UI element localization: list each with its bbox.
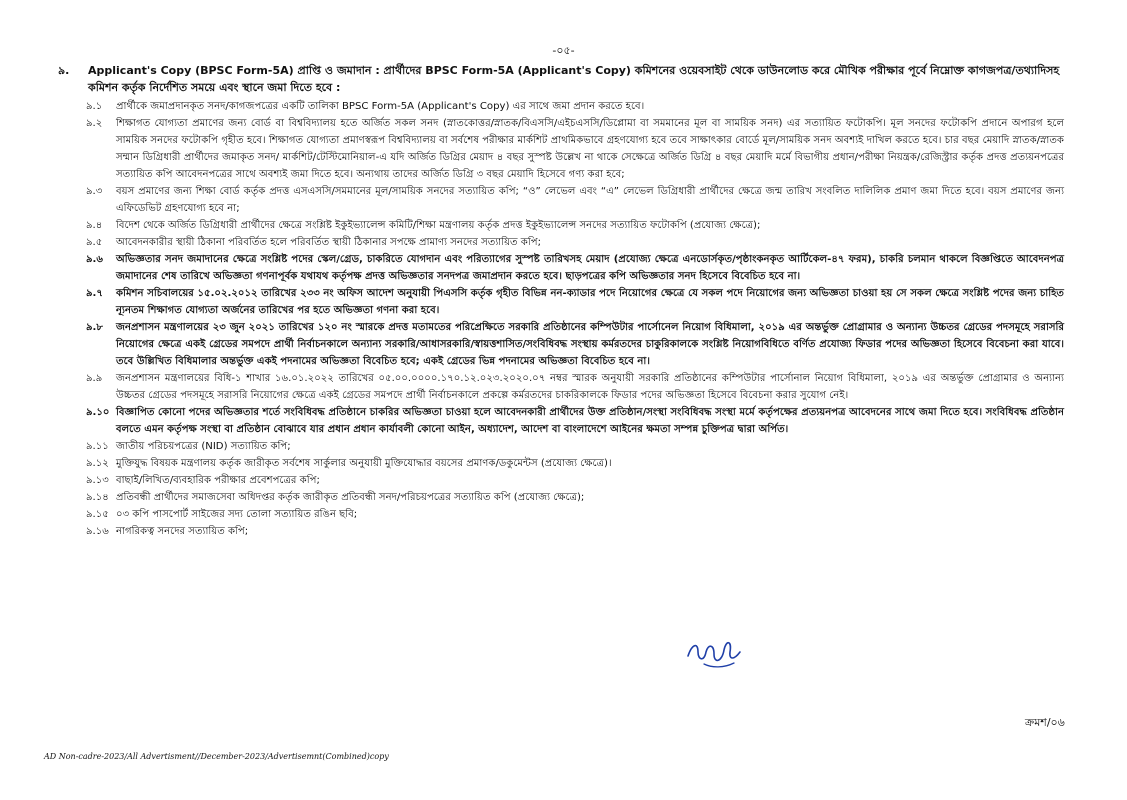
list-item	[86, 489, 1064, 506]
list-item-number: ৯.১২	[86, 458, 109, 469]
list-item-number: ৯.৬	[86, 254, 103, 265]
list-item	[86, 404, 1064, 438]
document-list	[86, 98, 1064, 540]
list-item-text: বিজ্ঞাপিত কোনো পদের অভিজ্ঞতার শর্তে সংবিধিবদ্ধ প্রতিষ্ঠানে চাকরির অভিজ্ঞতা চাওয়া হলে আবেদনকারী প্রার্থীদের উক্ত প্রতিষ্ঠান/সংস্থা সংবিধিবদ্ধ সংস্থা মর্মে কর্তৃপক্ষের প্রত্যয়নপত্র আবেদনের সাথে জমা দিতে হবে। সংবিধিবদ্ধ প্রতিষ্ঠান বলতে এমন কর্তৃপক্ষ সংস্থা বা প্রতিষ্ঠান বোঝাবে যার প্রধান প্রধান কার্যাবলী কোনো আইন, অধ্যাদেশ, আদেশ বা বাংলাদেশে আইনের ক্ষমতা সম্পন্ন চুক্তিপত্র দ্বারা অর্পিত।	[116, 407, 1064, 435]
list-item-number: ৯.১০	[86, 407, 110, 418]
list-item-number: ৯.৯	[86, 373, 103, 384]
list-item-text: আবেদনকারীর স্থায়ী ঠিকানা পরিবর্তিত হলে পরিবর্তিত স্থায়ী ঠিকানার সপক্ষে প্রামাণ্য সনদের সত্যায়িত কপি;	[116, 237, 541, 248]
list-item	[86, 217, 1064, 234]
list-item-number: ৯.১	[86, 101, 103, 112]
page-number: -০৫-	[552, 44, 575, 57]
list-item-number: ৯.৫	[86, 237, 103, 248]
list-item-text: প্রার্থীকে জমাপ্রদানকৃত সনদ/কাগজপত্রের একটি তালিকা BPSC Form-5A (Applicant's Copy) এর সাথে জমা প্রদান করতে হবে।	[116, 101, 645, 112]
list-item-text: বাছাই/লিখিত/ব্যবহারিক পরীক্ষার প্রবেশপত্রের কপি;	[116, 475, 320, 486]
list-item-number: ৯.৮	[86, 322, 103, 333]
list-item	[86, 506, 1064, 523]
list-item	[86, 370, 1064, 404]
list-item-number: ৯.১৬	[86, 526, 109, 537]
main-item	[58, 62, 1063, 96]
list-item-number: ৯.১৩	[86, 475, 109, 486]
list-item-text: কমিশন সচিবালয়ের ১৫.০২.২০১২ তারিখের ২৩৩ নং অফিস আদেশ অনুযায়ী পিএসসি কর্তৃক গৃহীত বিভিন্ন নন-ক্যাডার পদে নিয়োগের ক্ষেত্রে যে সকল পদে নিয়োগের জন্য অভিজ্ঞতা চাওয়া হয় সে সকল ক্ষেত্রে সংশ্লিষ্ট পদের জন্য চাহিত ন্যূনতম শিক্ষাগত যোগ্যতা অর্জনের তারিখের পর হতে অভিজ্ঞতা গণনা করা হবে।	[116, 288, 1064, 316]
list-item	[86, 455, 1064, 472]
list-item-number: ৯.২	[86, 118, 103, 129]
list-item-text: প্রতিবন্ধী প্রার্থীদের সমাজসেবা অধিদপ্তর কর্তৃক জারীকৃত প্রতিবন্ধী সনদ/পরিচয়পত্রের সত্যায়িত কপি (প্রযোজ্য ক্ষেত্রে);	[116, 492, 585, 503]
list-item-number: ৯.৩	[86, 186, 103, 197]
list-item-text: জাতীয় পরিচয়পত্রের (NID) সত্যায়িত কপি;	[116, 441, 291, 452]
list-item	[86, 115, 1064, 183]
list-item	[86, 438, 1064, 455]
footer-file-path: AD Non-cadre-2023/All Advertisment//December-2023/Advertisemnt(Combined)copy	[44, 752, 389, 761]
list-item-text: ০৩ কপি পাসপোর্ট সাইজের সদ্য তোলা সত্যায়িত রঙিন ছবি;	[116, 509, 358, 520]
handwritten-signature	[684, 630, 744, 678]
list-item-text: বিদেশ থেকে অর্জিত ডিগ্রিধারী প্রার্থীদের ক্ষেত্রে সংশ্লিষ্ট ইকুইভ্যালেন্স কমিটি/শিক্ষা মন্ত্রণালয় কর্তৃক প্রদত্ত ইকুইভ্যালেন্স সনদের সত্যায়িত ফটোকপি (প্রযোজ্য ক্ষেত্রে);	[116, 220, 761, 231]
list-item-text: মুক্তিযুদ্ধ বিষয়ক মন্ত্রণালয় কর্তৃক জারীকৃত সর্বশেষ সার্কুলার অনুযায়ী মুক্তিযোদ্ধার বয়সের প্রমাণক/ডকুমেন্টস (প্রযোজ্য ক্ষেত্রে)।	[116, 458, 612, 469]
main-item-text: Applicant's Copy (BPSC Form-5A) প্রাপ্তি ও জমাদান : প্রার্থীদের BPSC Form-5A (Applicant's Copy) কমিশনের ওয়েবসাইট থেকে ডাউনলোড করে মৌখিক পরীক্ষার পূর্বে নিম্নোক্ত কাগজপত্র/তথ্যাদিসহ কমিশন কর্তৃক নির্দেশিত সময়ে এবং স্থানে জমা দিতে হবে :	[88, 64, 1060, 94]
main-item-number: ৯.	[58, 64, 70, 77]
list-item	[86, 523, 1064, 540]
list-item	[86, 183, 1064, 217]
list-item	[86, 472, 1064, 489]
list-item-number: ৯.১৪	[86, 492, 109, 503]
list-item-text: শিক্ষাগত যোগ্যতা প্রমাণের জন্য বোর্ড বা বিশ্ববিদ্যালয় হতে অর্জিত সকল সনদ (স্নাতকোত্তর/স্নাতক/বিএসসি/এইচএসসি/ডিপ্লোমা বা সমমানের মূল বা সাময়িক সনদ) এর সত্যায়িত ফটোকপি। মূল সনদের ফটোকপি প্রদানে অপারগ হলে সাময়িক সনদের ফটোকপি গৃহীত হবে। শিক্ষাগত যোগ্যতা প্রমাণস্বরূপ বিশ্ববিদ্যালয় বা সর্বশেষ পরীক্ষার মার্কশিট প্রাথমিকভাবে গ্রহণযোগ্য হবে তবে সাক্ষাৎকার বোর্ডে মূল/সাময়িক সনদ অবশ্যই দাখিল করতে হবে। চার বছর মেয়াদি স্নাতক/স্নাতক সম্মান ডিগ্রিধারী প্রার্থীদের জমাকৃত সনদ/ মার্কশিট/টেস্টিমোনিয়াল-এ যদি অর্জিত ডিগ্রির মেয়াদ ৪ বছর সুস্পষ্ট উল্লেখ না থাকে সেক্ষেত্রে অর্জিত ডিগ্রি ৪ বছর মেয়াদি মর্মে বিভাগীয় প্রধান/পরীক্ষা নিয়ন্ত্রক/রেজিস্ট্রার কর্তৃক প্রদত্ত প্রত্যয়নপত্রের সত্যায়িত কপি আবেদনপত্রের সাথে অবশ্যই জমা দিতে হবে। অন্যথায় তাদের অর্জিত ডিগ্রি ৩ বছর মেয়াদি হিসেবে গণ্য করা হবে;	[116, 118, 1064, 180]
list-item-number: ৯.৭	[86, 288, 103, 299]
continued-marker: ক্রমশ/০৬	[1025, 716, 1065, 729]
list-item-text: বয়স প্রমাণের জন্য শিক্ষা বোর্ড কর্তৃক প্রদত্ত এসএসসি/সমমানের মূল/সাময়িক সনদের সত্যায়িত কপি; “ও” লেভেল এবং “এ” লেভেল ডিগ্রিধারী প্রার্থীদের ক্ষেত্রে জন্ম তারিখ সংবলিত দালিলিক প্রমাণ জমা দিতে হবে। বয়স প্রমাণের জন্য এফিডেভিট গ্রহণযোগ্য হবে না;	[116, 186, 1064, 214]
list-item-text: জনপ্রশাসন মন্ত্রণালয়ের বিধি-১ শাখার ১৬.০১.২০২২ তারিখের ০৫.০০.০০০০.১৭০.১২.০২৩.২০২০.০৭ নম্বর স্মারক অনুযায়ী সরকারি প্রতিষ্ঠানের কম্পিউটার পার্সোনাল নিয়োগ বিধিমালা, ২০১৯ এর অন্তর্ভুক্ত প্রোগ্রামার ও অন্যান্য উচ্চতর গ্রেডের পদসমূহে সরাসরি নিয়োগের ক্ষেত্রে একই গ্রেডের সমপদে প্রার্থী নির্বাচনকালে প্রকল্পে কর্মরতদের চাকরিকালকে ফিডার পদের অভিজ্ঞতা হিসেবে বিবেচনা করার সুযোগ নেই।	[116, 373, 1064, 401]
list-item-text: জনপ্রশাসন মন্ত্রণালয়ের ২৩ জুন ২০২১ তারিখের ১২০ নং স্মারকে প্রদত্ত মতামতের পরিপ্রেক্ষিতে সরকারি প্রতিষ্ঠানের কম্পিউটার পার্সোনেল নিয়োগ বিধিমালা, ২০১৯ এর অন্তর্ভুক্ত প্রোগ্রামার ও অন্যান্য উচ্চতর গ্রেডের পদসমূহে সরাসরি নিয়োগের ক্ষেত্রে একই গ্রেডের সমপদে প্রার্থী নির্বাচনকালে অন্যান্য সরকারি/আধাসরকারি/স্বায়ত্তশাসিত/সংবিধিবদ্ধ সংস্থায় কর্মরতদের চাকুরিকালকে সংশ্লিষ্ট নিয়োগবিধিতে বর্ণিত প্রযোজ্য ফিডার পদের অভিজ্ঞতা হিসেবে বিবেচনা করা যাবে। তবে উল্লিখিত বিধিমালার অন্তর্ভুক্ত একই পদনামের অভিজ্ঞতা বিবেচিত হবে; একই গ্রেডের ভিন্ন পদনামের অভিজ্ঞতা বিবেচিত হবে না।	[116, 322, 1064, 367]
list-item-number: ৯.৪	[86, 220, 103, 231]
list-item	[86, 234, 1064, 251]
list-item	[86, 251, 1064, 285]
list-item	[86, 319, 1064, 370]
list-item	[86, 98, 1064, 115]
list-item	[86, 285, 1064, 319]
list-item-number: ৯.১১	[86, 441, 109, 452]
list-item-text: অভিজ্ঞতার সনদ জমাদানের ক্ষেত্রে সংশ্লিষ্ট পদের স্কেল/গ্রেড, চাকরিতে যোগদান এবং পরিত্যাগের সুস্পষ্ট তারিখসহ মেয়াদ (প্রযোজ্য ক্ষেত্রে এনডোর্সকৃত/পৃষ্ঠাংকনকৃত আর্টিকেল-৪৭ ফরম), চাকরি চলমান থাকলে বিজ্ঞপ্তিতে আবেদনপত্র জমাদানের শেষ তারিখে অভিজ্ঞতা গণনাপূর্বক যথাযথ কর্তৃপক্ষ প্রদত্ত অভিজ্ঞতার সনদপত্র জমাপ্রদান করতে হবে। ছাড়পত্রের কপি অভিজ্ঞতার সনদ হিসেবে বিবেচিত হবে না।	[116, 254, 1064, 282]
list-item-text: নাগরিকত্ব সনদের সত্যায়িত কপি;	[116, 526, 249, 537]
list-item-number: ৯.১৫	[86, 509, 109, 520]
